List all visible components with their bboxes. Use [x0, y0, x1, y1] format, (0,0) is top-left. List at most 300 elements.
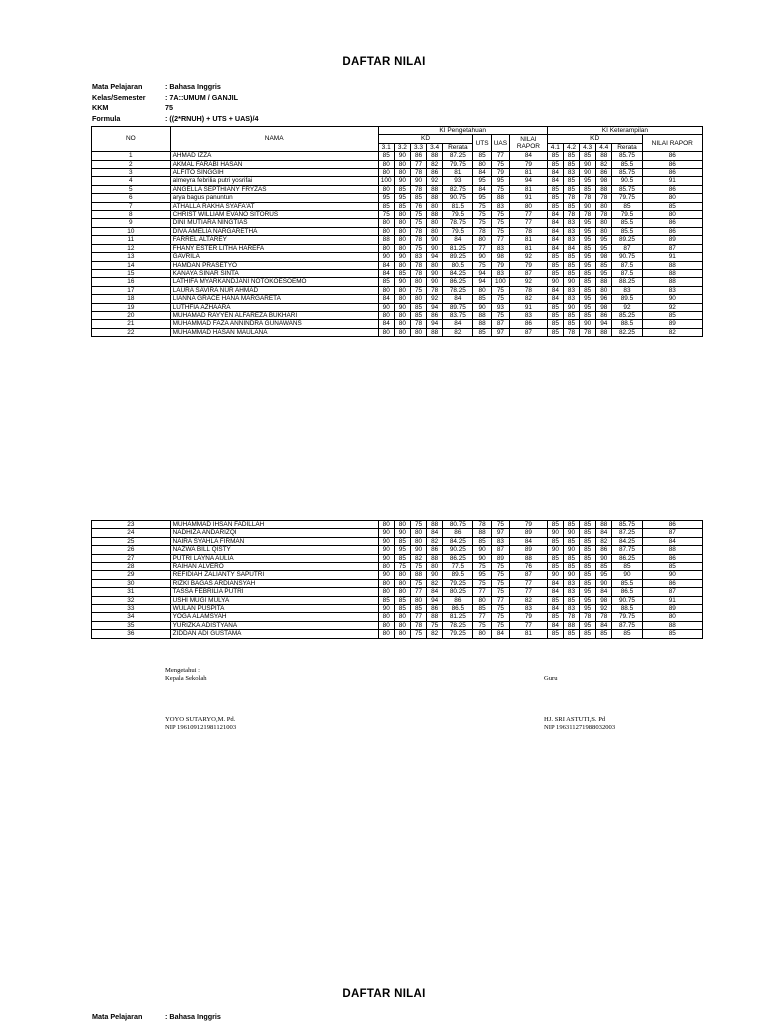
cell-value: 86: [427, 169, 443, 177]
cell-value: 85.75: [612, 152, 642, 160]
cell-value: 85.5: [612, 219, 642, 227]
cell-value: 85: [580, 630, 596, 638]
cell-value: 77: [410, 588, 426, 596]
cell-no: 32: [92, 596, 171, 604]
cell-nama: LUTHFIA AZHAARA: [170, 303, 378, 311]
headmaster-name: YOYO SUTARYO,M. Pd.: [165, 716, 236, 723]
cell-value: 95: [580, 261, 596, 269]
cell-value: 90: [580, 320, 596, 328]
cell-value: 90: [427, 278, 443, 286]
cell-nama: LIANNA GRACE HANA MARGARETA: [170, 295, 378, 303]
cell-value: 80: [410, 529, 426, 537]
cell-value: 91: [642, 177, 702, 185]
cell-value: 90: [547, 278, 563, 286]
cell-value: 90: [378, 605, 394, 613]
cell-value: 90: [394, 253, 410, 261]
cell-value: 95: [394, 194, 410, 202]
table-row: [92, 295, 703, 303]
cell-value: 85: [612, 202, 642, 210]
cell-nama: TASSA FEBRILIA PUTRI: [170, 588, 378, 596]
cell-value: 88: [642, 269, 702, 277]
cell-value: 84: [427, 588, 443, 596]
cell-value: 85: [394, 269, 410, 277]
cell-value: 85: [563, 537, 579, 545]
cell-value: 85.5: [612, 227, 642, 235]
cell-value: 90: [473, 554, 491, 562]
cell-value: 78: [410, 269, 426, 277]
cell-value: 81.5: [443, 202, 473, 210]
cell-value: 95: [473, 194, 491, 202]
info-label: KKM: [92, 103, 109, 113]
cell-value: 75: [491, 571, 509, 579]
cell-value: 98: [596, 596, 612, 604]
mengetahui-label: Mengetahui :: [165, 667, 200, 674]
cell-value: 83: [563, 227, 579, 235]
cell-value: 80: [378, 160, 394, 168]
cell-value: 85: [547, 261, 563, 269]
cell-value: 90: [547, 546, 563, 554]
cell-value: 80: [394, 311, 410, 319]
cell-value: 78: [596, 194, 612, 202]
cell-value: 85: [580, 521, 596, 529]
cell-nama: USHI MUGI MULYA: [170, 596, 378, 604]
next-page-info-row: [92, 1012, 221, 1023]
cell-nama: ANGELLA SEPTHIANY FRYZAS: [170, 185, 378, 193]
cell-value: 81: [443, 169, 473, 177]
info-value: : ((2*RNUH) + UTS + UAS)/4: [165, 113, 259, 123]
cell-value: 80: [394, 236, 410, 244]
cell-value: 90: [394, 152, 410, 160]
cell-value: 78: [410, 621, 426, 629]
cell-value: 90: [642, 571, 702, 579]
table-row: [92, 152, 703, 160]
cell-value: 79.25: [443, 630, 473, 638]
cell-value: 98: [596, 303, 612, 311]
cell-nama: HAMDAN PRASETYO: [170, 261, 378, 269]
cell-value: 88: [642, 546, 702, 554]
table-row: [92, 529, 703, 537]
cell-value: 80: [378, 328, 394, 336]
cell-value: 84: [547, 588, 563, 596]
cell-value: 79.5: [443, 227, 473, 235]
cell-value: 81.25: [443, 244, 473, 252]
cell-value: 90: [580, 160, 596, 168]
info-label: Formula: [92, 113, 121, 123]
header-rapor-line: RAPOR: [516, 143, 540, 151]
cell-value: 75: [491, 588, 509, 596]
cell-value: 92: [612, 303, 642, 311]
cell-value: 92: [510, 253, 548, 261]
cell-value: 80: [473, 596, 491, 604]
cell-value: 92: [596, 605, 612, 613]
cell-value: 78: [410, 169, 426, 177]
cell-value: 80: [378, 521, 394, 529]
table-row: [92, 169, 703, 177]
cell-value: 86: [642, 152, 702, 160]
cell-no: 7: [92, 202, 171, 210]
cell-value: 90: [378, 253, 394, 261]
cell-value: 85: [563, 563, 579, 571]
cell-value: 85: [547, 613, 563, 621]
cell-value: 85: [547, 303, 563, 311]
cell-value: 94: [510, 177, 548, 185]
cell-value: 84: [563, 244, 579, 252]
cell-value: 80: [427, 227, 443, 235]
cell-value: 88: [642, 278, 702, 286]
cell-value: 87: [510, 269, 548, 277]
cell-value: 85: [378, 596, 394, 604]
cell-nama: GAVRILA: [170, 253, 378, 261]
header-rerata-pengetahuan: Rerata: [443, 143, 473, 151]
cell-value: 85: [547, 630, 563, 638]
cell-value: 90: [563, 303, 579, 311]
cell-value: 87: [491, 546, 509, 554]
cell-value: 90.25: [443, 546, 473, 554]
cell-value: 85: [410, 194, 426, 202]
cell-value: 88: [596, 328, 612, 336]
cell-value: 81: [510, 185, 548, 193]
cell-value: 85: [612, 563, 642, 571]
header-no: NO: [92, 127, 171, 152]
cell-value: 87.5: [612, 261, 642, 269]
table-row: [92, 546, 703, 554]
cell-value: 90: [563, 278, 579, 286]
cell-value: 85: [580, 537, 596, 545]
cell-value: 90: [563, 529, 579, 537]
cell-value: 89: [491, 554, 509, 562]
cell-value: 80: [378, 630, 394, 638]
cell-value: 79: [491, 261, 509, 269]
cell-value: 86: [642, 554, 702, 562]
cell-value: 80: [394, 286, 410, 294]
cell-value: 77: [491, 596, 509, 604]
cell-value: 85: [547, 152, 563, 160]
cell-value: 100: [491, 278, 509, 286]
cell-value: 75: [473, 261, 491, 269]
table-row: [92, 261, 703, 269]
cell-value: 84: [547, 211, 563, 219]
cell-nama: YOGA ALAMSYAH: [170, 613, 378, 621]
cell-value: 77: [491, 152, 509, 160]
cell-nama: arya bagus panuntun: [170, 194, 378, 202]
cell-value: 87: [642, 244, 702, 252]
table-row: [92, 621, 703, 629]
cell-no: 30: [92, 579, 171, 587]
cell-value: 85: [580, 563, 596, 571]
cell-value: 75: [491, 160, 509, 168]
cell-value: 75: [491, 219, 509, 227]
cell-value: 79.75: [443, 160, 473, 168]
info-label: Mata Pelajaran: [92, 1012, 143, 1021]
cell-value: 80: [394, 169, 410, 177]
cell-nama: MUHAMAD RAYYEN ALFAREZA BUKHARI: [170, 311, 378, 319]
cell-value: 89: [642, 605, 702, 613]
cell-value: 78: [563, 194, 579, 202]
cell-value: 91: [642, 596, 702, 604]
next-page-title: DAFTAR NILAI: [342, 988, 426, 1000]
cell-value: 85: [394, 554, 410, 562]
cell-value: 84: [443, 295, 473, 303]
cell-no: 8: [92, 211, 171, 219]
cell-value: 90: [378, 554, 394, 562]
cell-value: 84: [547, 177, 563, 185]
cell-value: 78: [580, 211, 596, 219]
table-row: [92, 613, 703, 621]
cell-value: 80: [473, 630, 491, 638]
cell-value: 90: [473, 303, 491, 311]
cell-nama: NAIRA SYAHLA FIRMAN: [170, 537, 378, 545]
cell-value: 85: [580, 278, 596, 286]
header-uas: UAS: [491, 135, 509, 152]
signature-headmaster-block: [165, 667, 207, 683]
cell-value: 80: [596, 219, 612, 227]
cell-value: 77: [510, 219, 548, 227]
cell-value: 86: [642, 219, 702, 227]
cell-value: 85: [394, 596, 410, 604]
cell-value: 86: [510, 320, 548, 328]
cell-no: 23: [92, 521, 171, 529]
cell-value: 78: [410, 185, 426, 193]
cell-value: 95: [580, 253, 596, 261]
cell-value: 83: [642, 286, 702, 294]
cell-value: 87: [491, 320, 509, 328]
cell-value: 80: [394, 571, 410, 579]
cell-value: 88: [563, 621, 579, 629]
cell-value: 78: [563, 613, 579, 621]
cell-value: 83: [563, 605, 579, 613]
table-row: [92, 554, 703, 562]
cell-value: 87.75: [612, 621, 642, 629]
cell-value: 79: [491, 169, 509, 177]
table-row: [92, 303, 703, 311]
cell-value: 88: [596, 521, 612, 529]
table-row: [92, 177, 703, 185]
cell-value: 82.75: [443, 185, 473, 193]
cell-value: 82: [427, 630, 443, 638]
cell-value: 89: [642, 320, 702, 328]
cell-value: 85.75: [612, 521, 642, 529]
cell-value: 78.75: [443, 219, 473, 227]
cell-value: 78: [563, 328, 579, 336]
cell-value: 85: [563, 253, 579, 261]
cell-value: 95: [596, 269, 612, 277]
cell-value: 95: [596, 571, 612, 579]
cell-value: 90: [410, 177, 426, 185]
cell-value: 78: [580, 613, 596, 621]
cell-value: 75: [491, 521, 509, 529]
cell-value: 80: [510, 202, 548, 210]
signature-headmaster-name-block: [165, 716, 236, 732]
cell-value: 80: [410, 596, 426, 604]
cell-value: 75: [491, 311, 509, 319]
table-row: [92, 537, 703, 545]
cell-value: 80: [394, 579, 410, 587]
cell-value: 80: [378, 311, 394, 319]
cell-value: 75: [473, 621, 491, 629]
cell-value: 86: [596, 169, 612, 177]
cell-value: 75: [473, 211, 491, 219]
table-row: [92, 286, 703, 294]
cell-value: 84: [510, 152, 548, 160]
cell-value: 80: [394, 227, 410, 235]
cell-value: 80: [394, 244, 410, 252]
cell-value: 85: [378, 278, 394, 286]
cell-value: 80.75: [443, 521, 473, 529]
cell-value: 90: [596, 554, 612, 562]
cell-no: 14: [92, 261, 171, 269]
table-row: [92, 278, 703, 286]
cell-value: 89: [642, 236, 702, 244]
table-row: [92, 630, 703, 638]
cell-value: 88: [427, 328, 443, 336]
cell-value: 77: [410, 613, 426, 621]
cell-no: 13: [92, 253, 171, 261]
cell-value: 84: [510, 537, 548, 545]
cell-value: 90: [378, 529, 394, 537]
cell-value: 86.25: [443, 554, 473, 562]
cell-value: 88: [596, 185, 612, 193]
cell-value: 87: [612, 244, 642, 252]
cell-value: 90: [378, 571, 394, 579]
cell-value: 86: [443, 529, 473, 537]
cell-no: 24: [92, 529, 171, 537]
cell-nama: LATHIFA MYARKANDJANI NOTOKOESOEMO: [170, 278, 378, 286]
cell-value: 93: [491, 303, 509, 311]
cell-value: 98: [596, 253, 612, 261]
table-row: [92, 160, 703, 168]
cell-value: 94: [427, 320, 443, 328]
cell-value: 80: [378, 588, 394, 596]
cell-value: 89.25: [612, 236, 642, 244]
cell-value: 84: [378, 320, 394, 328]
cell-value: 90: [612, 571, 642, 579]
cell-value: 77: [510, 211, 548, 219]
cell-value: 90: [580, 169, 596, 177]
cell-no: 16: [92, 278, 171, 286]
cell-value: 84: [378, 295, 394, 303]
cell-value: 85: [596, 261, 612, 269]
cell-value: 75: [410, 563, 426, 571]
cell-no: 15: [92, 269, 171, 277]
cell-value: 75: [378, 211, 394, 219]
cell-no: 20: [92, 311, 171, 319]
cell-value: 85: [473, 328, 491, 336]
cell-value: 84: [547, 579, 563, 587]
table-row: [92, 328, 703, 336]
cell-value: 85: [410, 303, 426, 311]
cell-value: 88: [473, 311, 491, 319]
cell-no: 22: [92, 328, 171, 336]
cell-value: 90: [394, 303, 410, 311]
cell-value: 88: [427, 185, 443, 193]
cell-value: 85: [612, 630, 642, 638]
cell-value: 82: [510, 596, 548, 604]
cell-value: 90: [427, 244, 443, 252]
cell-value: 84: [547, 236, 563, 244]
cell-value: 83: [510, 311, 548, 319]
cell-nama: RAIHAN ALVERO: [170, 563, 378, 571]
cell-value: 85: [547, 311, 563, 319]
cell-value: 85.75: [612, 185, 642, 193]
cell-value: 86: [642, 227, 702, 235]
cell-value: 78: [510, 286, 548, 294]
cell-value: 75: [410, 521, 426, 529]
cell-value: 80: [473, 286, 491, 294]
cell-value: 85: [547, 253, 563, 261]
cell-value: 78: [410, 320, 426, 328]
cell-value: 75: [410, 244, 426, 252]
cell-value: 85: [473, 537, 491, 545]
cell-value: 84: [473, 185, 491, 193]
cell-value: 95: [580, 621, 596, 629]
cell-no: 17: [92, 286, 171, 294]
cell-value: 81: [510, 169, 548, 177]
cell-no: 11: [92, 236, 171, 244]
cell-value: 98: [596, 177, 612, 185]
cell-value: 85: [580, 571, 596, 579]
cell-value: 85: [563, 630, 579, 638]
cell-value: 80: [473, 236, 491, 244]
cell-value: 75: [410, 219, 426, 227]
cell-value: 88: [410, 571, 426, 579]
cell-value: 75: [491, 286, 509, 294]
cell-value: 79.75: [612, 613, 642, 621]
cell-value: 77: [410, 160, 426, 168]
cell-value: 81: [510, 236, 548, 244]
cell-value: 88: [427, 194, 443, 202]
cell-nama: MUHAMMAD HASAN MAULANA: [170, 328, 378, 336]
cell-value: 95: [596, 236, 612, 244]
cell-value: 84: [596, 621, 612, 629]
cell-value: 85.75: [612, 169, 642, 177]
cell-value: 78: [410, 261, 426, 269]
cell-value: 80: [394, 219, 410, 227]
cell-value: 84: [378, 261, 394, 269]
cell-value: 80: [378, 563, 394, 571]
table-row: [92, 194, 703, 202]
header-rerata-keterampilan: Rerata: [612, 143, 642, 151]
cell-value: 84.25: [443, 537, 473, 545]
cell-value: 75: [427, 621, 443, 629]
header-nilai-line: NILAI: [520, 135, 537, 143]
table-row: [92, 211, 703, 219]
cell-value: 90: [378, 546, 394, 554]
header-kd-4-1: 4.1: [547, 143, 563, 151]
cell-value: 80: [378, 169, 394, 177]
header-kd-4-3: 4.3: [580, 143, 596, 151]
table-row: [92, 320, 703, 328]
cell-value: 85: [642, 630, 702, 638]
cell-value: 82: [410, 554, 426, 562]
cell-value: 75: [473, 202, 491, 210]
cell-value: 84: [547, 169, 563, 177]
cell-value: 75: [410, 211, 426, 219]
cell-value: 83: [563, 588, 579, 596]
cell-no: 19: [92, 303, 171, 311]
cell-value: 85: [642, 202, 702, 210]
cell-value: 90: [547, 529, 563, 537]
cell-value: 80: [427, 563, 443, 571]
cell-value: 100: [378, 177, 394, 185]
cell-value: 90: [642, 295, 702, 303]
cell-value: 87.75: [612, 546, 642, 554]
cell-value: 85: [394, 202, 410, 210]
cell-value: 84: [547, 621, 563, 629]
cell-value: 83: [491, 537, 509, 545]
cell-value: 85: [563, 269, 579, 277]
table-row: [92, 227, 703, 235]
cell-value: 85: [642, 311, 702, 319]
